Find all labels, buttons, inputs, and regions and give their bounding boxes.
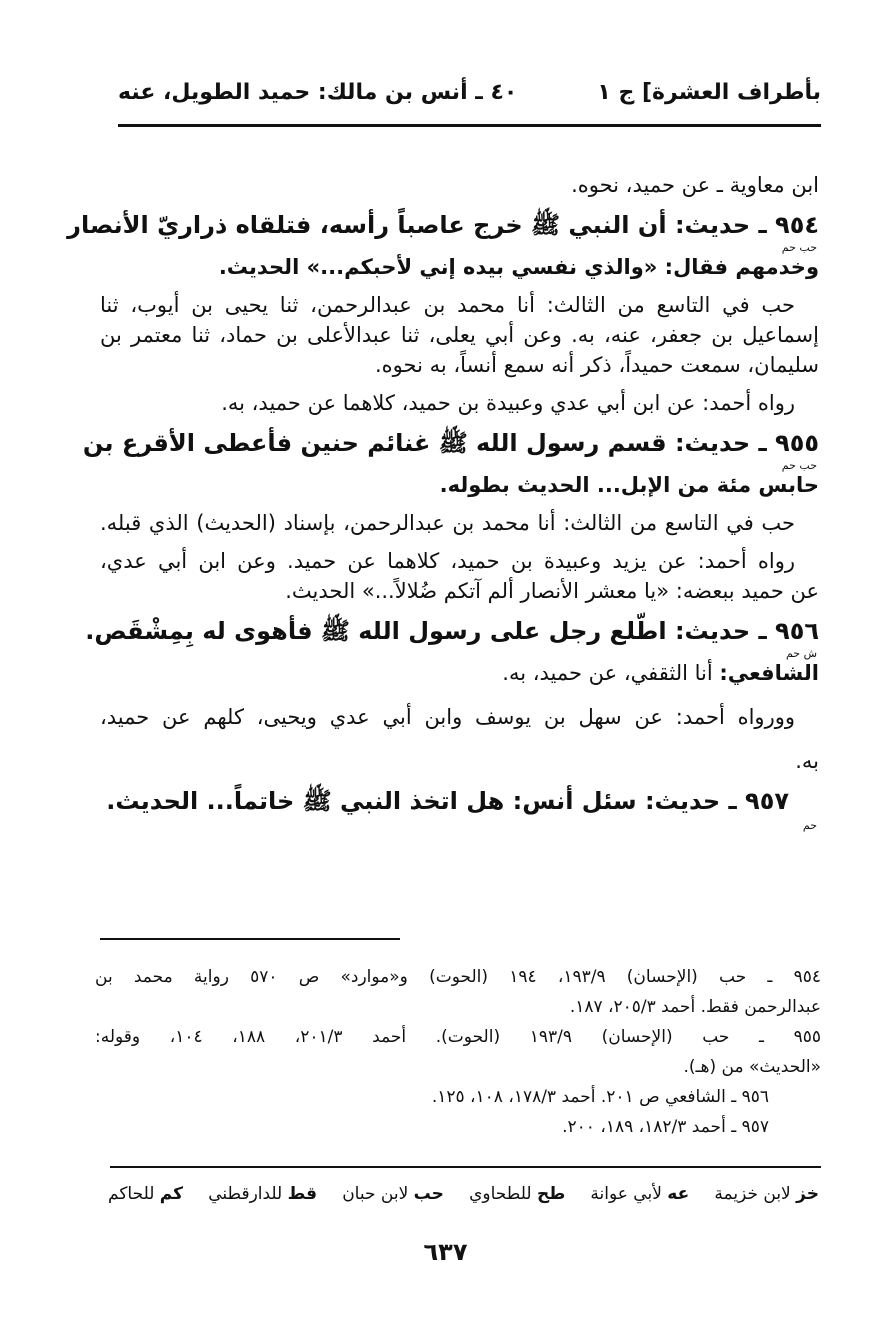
hadith-continuation-text: أنا الثقفي، عن حميد، به. bbox=[502, 661, 713, 685]
footnote-line: ٩٥٥ ـ حب (الإحسان) ١٩٣/٩ (الحوت). أحمد ٢٠١/٣، ١٨٨، ١٠٤، وقوله: bbox=[95, 1027, 822, 1047]
footnote-957 bbox=[95, 1112, 821, 1142]
source-paragraph bbox=[100, 290, 819, 380]
source-paragraph bbox=[100, 508, 819, 538]
hadith-number: ٩٥٦ ـ حديث: bbox=[674, 617, 819, 645]
abbreviation-item: خز لابن خزيمة bbox=[714, 1184, 819, 1204]
hadith-title-line bbox=[100, 784, 819, 818]
footnote-line: عبدالرحمن فقط. أحمد ٢٠٥/٣، ١٨٧. bbox=[569, 997, 821, 1017]
main-text bbox=[67, 170, 819, 832]
text-line: سليمان، سمعت حميداً، ذكر أنه سمع أنساً، به نحوه. bbox=[374, 353, 819, 377]
source-paragraph bbox=[100, 546, 819, 606]
hadith-title-text: أن النبي ﷺ خرج عاصباً رأسه، فتلقاه ذراريّ الأنصار bbox=[67, 211, 667, 239]
source-codes: حب حم bbox=[781, 241, 817, 254]
abbreviations-key bbox=[108, 1184, 819, 1204]
footnote-divider bbox=[100, 938, 400, 940]
header-chapter-title: ٤٠ ـ أنس بن مالك: حميد الطويل، عنه bbox=[118, 79, 518, 105]
page-number: ٦٣٧ bbox=[423, 1238, 468, 1266]
hadith-number: ٩٥٧ ـ حديث: bbox=[644, 787, 789, 815]
source-codes: ش حم bbox=[785, 647, 817, 660]
abbreviation-item: طح للطحاوي bbox=[469, 1184, 566, 1204]
abbreviation-item: قط للدارقطني bbox=[208, 1184, 317, 1204]
text-line: عن حميد ببعضه: «يا معشر الأنصار ألم آتكم ضُلالاً...» الحديث. bbox=[285, 579, 819, 603]
source-paragraph bbox=[100, 702, 819, 776]
hadith-title-text: اطّلع رجل على رسول الله ﷺ فأهوى له بِمِشْقَص. bbox=[85, 617, 667, 645]
hadith-955 bbox=[82, 426, 819, 606]
abbreviation-item: كم للحاكم bbox=[108, 1184, 184, 1204]
hadith-continuation bbox=[100, 647, 819, 688]
running-header bbox=[118, 72, 821, 112]
hadith-954 bbox=[67, 208, 819, 418]
source-codes: حب حم bbox=[781, 459, 817, 472]
footnote-line: ٩٥٧ ـ أحمد ١٨٢/٣، ١٨٩، ٢٠٠. bbox=[562, 1117, 769, 1137]
text-line: حب في التاسع من الثالث: أنا محمد بن عبدالرحمن، بإسناد (الحديث) الذي قبله. bbox=[100, 511, 795, 535]
footnote-956 bbox=[95, 1082, 821, 1112]
footnotes bbox=[95, 962, 821, 1142]
hadith-title-line bbox=[67, 208, 819, 242]
hadith-title-line bbox=[85, 614, 819, 648]
hadith-title-text: قسم رسول الله ﷺ غنائم حنين فأعطى الأقرع بن bbox=[82, 429, 667, 457]
source-codes: حم bbox=[802, 819, 817, 832]
text-line: وورواه أحمد: عن سهل بن يوسف وابن أبي عدي ويحيى، كلهم عن حميد، bbox=[100, 705, 795, 729]
footnote-line: ٩٥٤ ـ حب (الإحسان) ١٩٣/٩، ١٩٤ (الحوت) و«موارد» ص ٥٧٠ رواية محمد بن bbox=[95, 967, 822, 987]
intro-line: ابن معاوية ـ عن حميد، نحوه. bbox=[571, 173, 819, 197]
text-line: رواه أحمد: عن يزيد وعبيدة بن حميد، كلاهما عن حميد. وعن ابن أبي عدي، bbox=[100, 549, 795, 573]
hadith-continuation bbox=[100, 459, 819, 500]
hadith-continuation bbox=[100, 241, 819, 282]
text-line: به. bbox=[795, 749, 819, 773]
hadith-title-line bbox=[82, 426, 819, 460]
hadith-956 bbox=[85, 614, 819, 776]
footnote-954 bbox=[95, 962, 821, 1022]
text-line: إسماعيل بن جعفر، عنه، به. وعن أبي يعلى، ثنا عبدالأعلى بن حماد، ثنا معتمر بن bbox=[100, 323, 819, 347]
text-line: رواه أحمد: عن ابن أبي عدي وعبيدة بن حميد، كلاهما عن حميد، به. bbox=[221, 391, 795, 415]
source-paragraph bbox=[100, 388, 819, 418]
hadith-number: ٩٥٥ ـ حديث: bbox=[674, 429, 819, 457]
hadith-continuation-text: حابس مئة من الإبل... الحديث بطوله. bbox=[439, 473, 819, 497]
header-divider bbox=[118, 124, 821, 127]
hadith-continuation-text: وخدمهم فقال: «والذي نفسي بيده إني لأحبكم...» الحديث. bbox=[218, 255, 819, 279]
hadith-title-text: سئل أنس: هل اتخذ النبي ﷺ خاتماً... الحديث. bbox=[106, 787, 637, 815]
hadith-source-name: الشافعي: bbox=[719, 661, 819, 685]
footnote-955 bbox=[95, 1022, 821, 1082]
hadith-957 bbox=[100, 784, 819, 832]
hadith-number: ٩٥٤ ـ حديث: bbox=[674, 211, 819, 239]
footnote-line: ٩٥٦ ـ الشافعي ص ٢٠١. أحمد ١٧٨/٣، ١٠٨، ١٢٥. bbox=[431, 1087, 769, 1107]
abbreviation-item: عه لأبي عوانة bbox=[590, 1184, 690, 1204]
header-book-title: بأطراف العشرة] ج ١ bbox=[597, 79, 821, 105]
abbreviations-divider bbox=[110, 1166, 821, 1168]
text-line: حب في التاسع من الثالث: أنا محمد بن عبدالرحمن، ثنا يحيى بن أيوب، ثنا bbox=[100, 293, 795, 317]
footnote-line: «الحديث» من (هـ). bbox=[683, 1057, 821, 1077]
abbreviation-item: حب لابن حبان bbox=[342, 1184, 444, 1204]
